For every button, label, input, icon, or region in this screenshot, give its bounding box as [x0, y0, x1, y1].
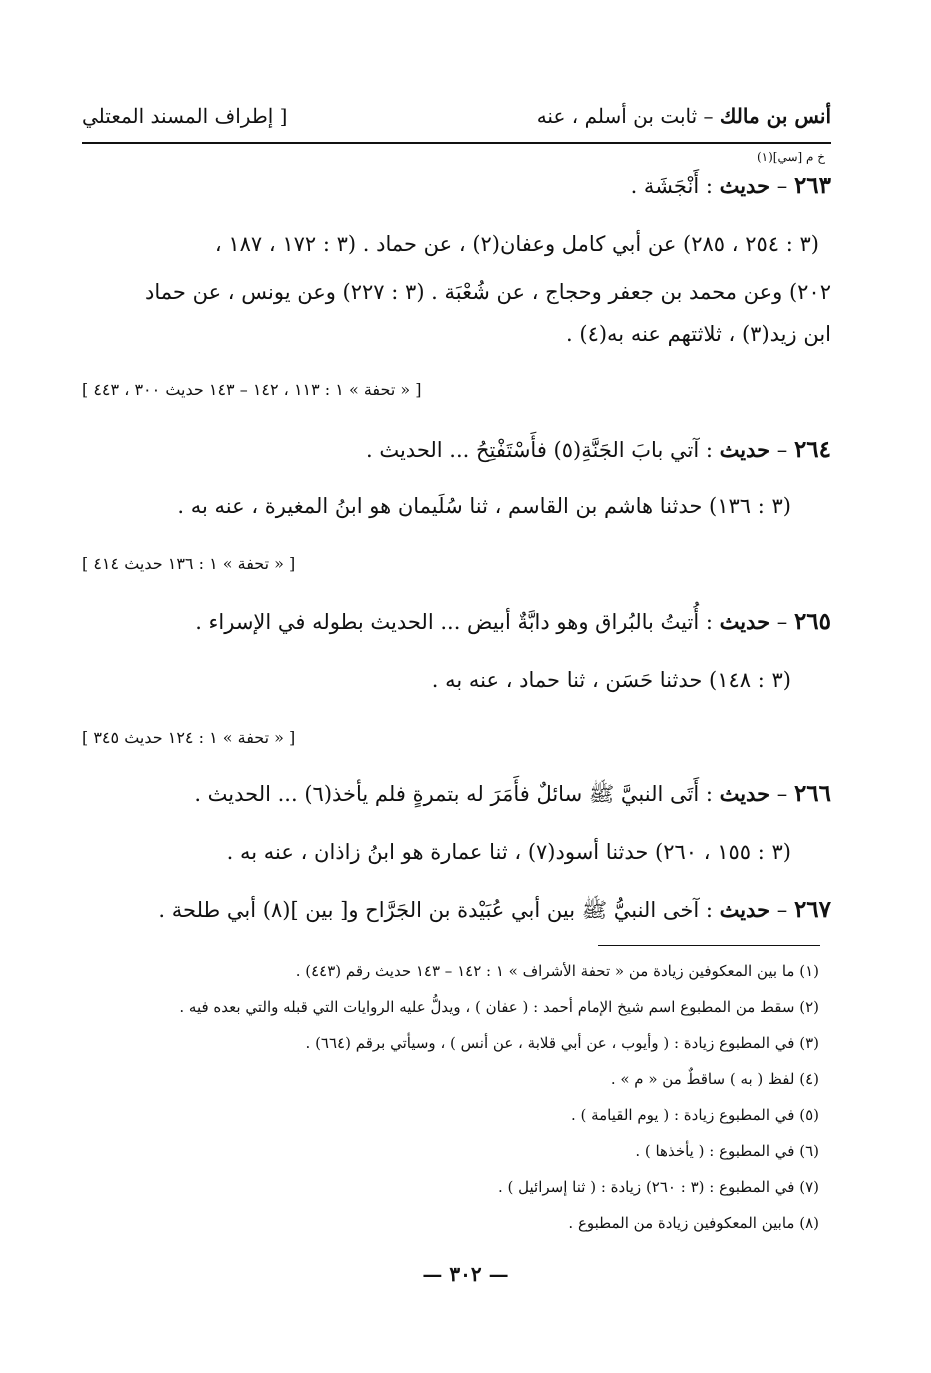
footnote-divider — [598, 945, 820, 946]
footnote-2: (٢) سقط من المطبوع اسم شيخ الإمام أحمد : ( عفان ) ، ويدلُّ عليه الروايات التي قبله والتي بعده فيه . — [179, 998, 819, 1016]
hadith-heading-263: ٢٦٣ – حديث : أَنْجَشَة . — [630, 172, 831, 199]
header-book-title: [ إطراف المسند المعتلي — [82, 104, 288, 128]
footnote-7: (٧) في المطبوع : (٣ : ٢٦٠) زيادة : ( ثنا إسرائيل ) . — [498, 1178, 819, 1196]
isnad-263-line-1: (٣ : ٢٥٤ ، ٢٨٥) عن أبي كامل وعفان(٢) ، عن حماد . (٣ : ١٧٢ ، ١٨٧ ، — [214, 232, 819, 256]
header-chapter-title: أنس بن مالك – ثابت بن أسلم ، عنه — [536, 104, 831, 128]
isnad-265-line-1: (٣ : ١٤٨) حدثنا حَسَن ، ثنا حماد ، عنه به . — [431, 668, 791, 692]
footnote-1: (١) ما بين المعكوفين زيادة من « تحفة الأشراف » ١ : ١٤٢ – ١٤٣ حديث رقم (٤٤٣) . — [295, 962, 819, 980]
hadith-heading-264: ٢٦٤ – حديث : آتي بابَ الجَنَّةِ(٥) فأَسْتَفْتِحُ ... الحديث . — [365, 436, 831, 463]
tuhfa-reference-263: [ « تحفة » ١ : ١١٣ ، ١٤٢ – ١٤٣ حديث ٣٠٠ ، ٤٤٣ ] — [82, 380, 422, 399]
hadith-heading-267: ٢٦٧ – حديث : آخى النبيُّ ﷺ بين أبي عُبَيْدة بن الجَرَّاح و[ بين ](٨) أبي طلحة . — [158, 896, 831, 923]
tuhfa-reference-264: [ « تحفة » ١ : ١٣٦ حديث ٤١٤ ] — [82, 554, 296, 573]
isnad-263-line-2: ٢٠٢) وعن محمد بن جعفر وحجاج ، عن شُعْبَة . (٣ : ٢٢٧) وعن يونس ، عن حماد — [145, 280, 831, 304]
isnad-264-line-1: (٣ : ١٣٦) حدثنا هاشم بن القاسم ، ثنا سُلَيمان هو ابنُ المغيرة ، عنه به . — [177, 494, 791, 518]
footnote-8: (٨) مابين المعكوفين زيادة من المطبوع . — [568, 1214, 819, 1232]
tuhfa-reference-265: [ « تحفة » ١ : ١٢٤ حديث ٣٤٥ ] — [82, 728, 296, 747]
hadith-heading-265: ٢٦٥ – حديث : أُتيتُ بالبُراق وهو دابَّةٌ أبيض ... الحديث بطوله في الإسراء . — [195, 608, 831, 635]
isnad-263-line-3: ابن زيد(٣) ، ثلاثتهم عنه به(٤) . — [566, 322, 831, 346]
footnote-3: (٣) في المطبوع زيادة : ( وأيوب ، عن أبي قلابة ، عن أنس ) ، وسيأتي برقم (٦٦٤) . — [305, 1034, 819, 1052]
footnote-6: (٦) في المطبوع : ( يأخذها ) . — [635, 1142, 819, 1160]
sigla-note: خ م [سي](١) — [756, 150, 825, 164]
isnad-266-line-1: (٣ : ١٥٥ ، ٢٦٠) حدثنا أسود(٧) ، ثنا عمارة هو ابنُ زاذان ، عنه به . — [226, 840, 791, 864]
running-header — [82, 104, 831, 134]
footnote-4: (٤) لفظ ( به ) ساقطٌ من « م » . — [610, 1070, 819, 1088]
hadith-heading-266: ٢٦٦ – حديث : أَتَى النبيَّ ﷺ سائلٌ فأَمَرَ له بتمرةٍ فلم يأخذ(٦) ... الحديث . — [194, 780, 831, 807]
footnote-5: (٥) في المطبوع زيادة : ( يوم القيامة ) . — [570, 1106, 819, 1124]
header-divider — [82, 142, 831, 144]
page-number: — ٣٠٢ — — [422, 1262, 509, 1286]
